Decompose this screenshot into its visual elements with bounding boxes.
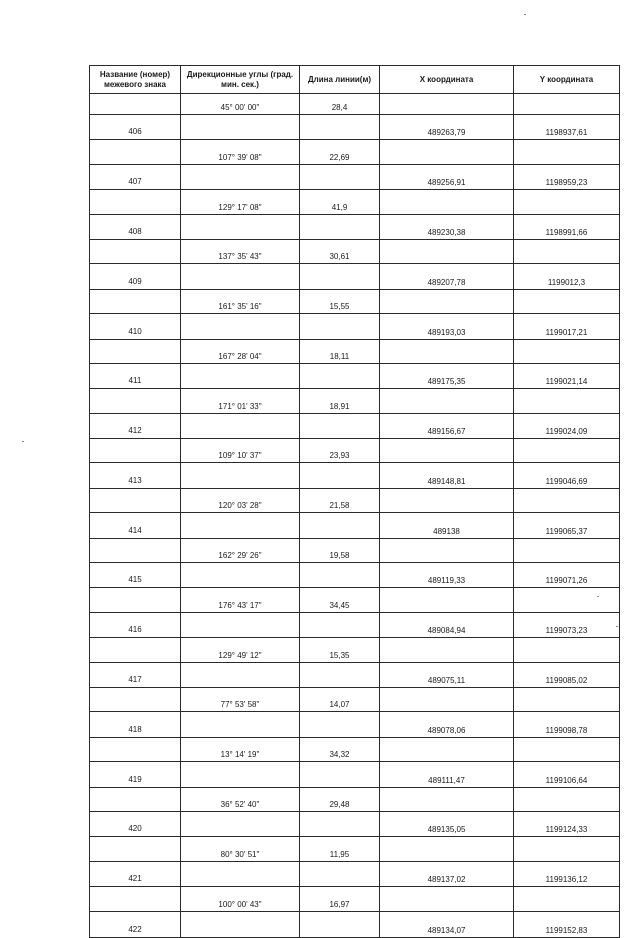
table-row-segment <box>90 837 620 861</box>
y-coordinate-cell: 1199152,83 <box>514 911 620 937</box>
point-name-cell: 420 <box>90 811 181 836</box>
empty-y-cell <box>514 787 620 811</box>
point-name-cell: 422 <box>90 911 181 937</box>
empty-length-cell <box>300 115 380 140</box>
empty-x-cell <box>380 687 514 711</box>
empty-angle-cell <box>181 314 300 339</box>
empty-angle-cell <box>181 413 300 438</box>
empty-length-cell <box>300 314 380 339</box>
empty-angle-cell <box>181 712 300 737</box>
point-name-cell: 417 <box>90 662 181 687</box>
empty-angle-cell <box>181 811 300 836</box>
scan-speck <box>22 441 24 442</box>
empty-x-cell <box>380 787 514 811</box>
direction-angle-cell: 13° 14' 19" <box>181 737 300 761</box>
line-length-cell: 28,4 <box>300 94 380 115</box>
direction-angle-cell: 120° 03' 28" <box>181 488 300 512</box>
empty-name-cell <box>90 687 181 711</box>
empty-x-cell <box>380 488 514 512</box>
empty-x-cell <box>380 737 514 761</box>
point-name-cell: 409 <box>90 264 181 289</box>
line-length-cell: 15,55 <box>300 289 380 313</box>
empty-length-cell <box>300 612 380 637</box>
table-row-point <box>90 363 620 388</box>
empty-y-cell <box>514 239 620 263</box>
empty-length-cell <box>300 264 380 289</box>
empty-y-cell <box>514 389 620 413</box>
direction-angle-cell: 36° 52' 40" <box>181 787 300 811</box>
table-row-segment <box>90 140 620 164</box>
x-coordinate-cell: 489119,33 <box>380 563 514 588</box>
line-length-cell: 22,69 <box>300 140 380 164</box>
empty-x-cell <box>380 588 514 612</box>
empty-length-cell <box>300 463 380 488</box>
direction-angle-cell: 129° 49' 12" <box>181 638 300 662</box>
point-name-cell: 414 <box>90 513 181 538</box>
table-row-segment <box>90 488 620 512</box>
table-row-point <box>90 712 620 737</box>
point-name-cell: 411 <box>90 363 181 388</box>
table-row-segment <box>90 289 620 313</box>
empty-angle-cell <box>181 214 300 239</box>
empty-x-cell <box>380 239 514 263</box>
point-name-cell: 408 <box>90 214 181 239</box>
table-row-point <box>90 314 620 339</box>
x-coordinate-cell: 489193,03 <box>380 314 514 339</box>
x-coordinate-cell: 489175,35 <box>380 363 514 388</box>
empty-y-cell <box>514 538 620 562</box>
table-row-segment <box>90 389 620 413</box>
line-length-cell: 34,32 <box>300 737 380 761</box>
empty-name-cell <box>90 737 181 761</box>
table-row-point <box>90 662 620 687</box>
empty-x-cell <box>380 339 514 363</box>
y-coordinate-cell: 1199106,64 <box>514 762 620 787</box>
line-length-cell: 41,9 <box>300 190 380 214</box>
empty-length-cell <box>300 513 380 538</box>
x-coordinate-cell: 489230,38 <box>380 214 514 239</box>
line-length-cell: 18,11 <box>300 339 380 363</box>
table-row-point <box>90 811 620 836</box>
empty-length-cell <box>300 712 380 737</box>
table-row-point <box>90 214 620 239</box>
x-coordinate-cell: 489134,07 <box>380 911 514 937</box>
table-row-point <box>90 612 620 637</box>
empty-x-cell <box>380 94 514 115</box>
empty-x-cell <box>380 140 514 164</box>
empty-y-cell <box>514 439 620 463</box>
empty-length-cell <box>300 164 380 189</box>
empty-angle-cell <box>181 612 300 637</box>
point-name-cell: 415 <box>90 563 181 588</box>
x-coordinate-cell: 489138 <box>380 513 514 538</box>
direction-angle-cell: 45° 00' 00" <box>181 94 300 115</box>
empty-y-cell <box>514 140 620 164</box>
point-name-cell: 410 <box>90 314 181 339</box>
y-coordinate-cell: 1199098,78 <box>514 712 620 737</box>
table-row-point <box>90 164 620 189</box>
empty-x-cell <box>380 190 514 214</box>
header-point-name: Название (номер) межевого знака <box>90 66 181 94</box>
y-coordinate-cell: 1198959,23 <box>514 164 620 189</box>
line-length-cell: 19,58 <box>300 538 380 562</box>
point-name-cell: 407 <box>90 164 181 189</box>
x-coordinate-cell: 489263,79 <box>380 115 514 140</box>
empty-name-cell <box>90 190 181 214</box>
point-name-cell: 419 <box>90 762 181 787</box>
empty-angle-cell <box>181 164 300 189</box>
point-name-cell: 418 <box>90 712 181 737</box>
x-coordinate-cell: 489148,81 <box>380 463 514 488</box>
line-length-cell: 23,93 <box>300 439 380 463</box>
table-row-point <box>90 264 620 289</box>
x-coordinate-cell: 489256,91 <box>380 164 514 189</box>
x-coordinate-cell: 489084,94 <box>380 612 514 637</box>
y-coordinate-cell: 1199021,14 <box>514 363 620 388</box>
table-row-segment <box>90 687 620 711</box>
table-row-point <box>90 463 620 488</box>
empty-name-cell <box>90 837 181 861</box>
empty-y-cell <box>514 638 620 662</box>
empty-y-cell <box>514 737 620 761</box>
line-length-cell: 16,97 <box>300 887 380 911</box>
direction-angle-cell: 129° 17' 08" <box>181 190 300 214</box>
empty-name-cell <box>90 887 181 911</box>
direction-angle-cell: 137° 35' 43" <box>181 239 300 263</box>
table-row-segment <box>90 538 620 562</box>
y-coordinate-cell: 1199046,69 <box>514 463 620 488</box>
y-coordinate-cell: 1199124,33 <box>514 811 620 836</box>
table-row-segment <box>90 94 620 115</box>
line-length-cell: 30,61 <box>300 239 380 263</box>
y-coordinate-cell: 1199073,23 <box>514 612 620 637</box>
y-coordinate-cell: 1198991,66 <box>514 214 620 239</box>
direction-angle-cell: 100° 00' 43" <box>181 887 300 911</box>
x-coordinate-cell: 489078,06 <box>380 712 514 737</box>
scan-speck <box>616 626 618 627</box>
empty-x-cell <box>380 538 514 562</box>
table-row-point <box>90 115 620 140</box>
line-length-cell: 14,07 <box>300 687 380 711</box>
line-length-cell: 15,35 <box>300 638 380 662</box>
empty-name-cell <box>90 389 181 413</box>
point-name-cell: 406 <box>90 115 181 140</box>
direction-angle-cell: 107° 39' 08" <box>181 140 300 164</box>
empty-y-cell <box>514 94 620 115</box>
empty-length-cell <box>300 363 380 388</box>
table-row-segment <box>90 787 620 811</box>
header-direction-angle: Дирекционные углы (град. мин. сек.) <box>181 66 300 94</box>
empty-x-cell <box>380 638 514 662</box>
empty-y-cell <box>514 887 620 911</box>
header-y-coordinate: Y координата <box>514 66 620 94</box>
empty-angle-cell <box>181 762 300 787</box>
table-row-segment <box>90 239 620 263</box>
table-row-segment <box>90 588 620 612</box>
empty-y-cell <box>514 837 620 861</box>
y-coordinate-cell: 1199065,37 <box>514 513 620 538</box>
empty-y-cell <box>514 339 620 363</box>
table-row-segment <box>90 339 620 363</box>
table-row-segment <box>90 887 620 911</box>
line-length-cell: 34,45 <box>300 588 380 612</box>
empty-name-cell <box>90 588 181 612</box>
empty-angle-cell <box>181 563 300 588</box>
direction-angle-cell: 176° 43' 17" <box>181 588 300 612</box>
x-coordinate-cell: 489156,67 <box>380 413 514 438</box>
table-row-point <box>90 911 620 937</box>
y-coordinate-cell: 1199136,12 <box>514 861 620 886</box>
empty-y-cell <box>514 289 620 313</box>
empty-length-cell <box>300 911 380 937</box>
table-row-point <box>90 762 620 787</box>
empty-y-cell <box>514 190 620 214</box>
x-coordinate-cell: 489207,78 <box>380 264 514 289</box>
y-coordinate-cell: 1199024,09 <box>514 413 620 438</box>
table-row-segment <box>90 638 620 662</box>
empty-name-cell <box>90 94 181 115</box>
line-length-cell: 29,48 <box>300 787 380 811</box>
scan-speck <box>524 14 526 15</box>
x-coordinate-cell: 489135,05 <box>380 811 514 836</box>
empty-y-cell <box>514 687 620 711</box>
empty-angle-cell <box>181 662 300 687</box>
empty-angle-cell <box>181 513 300 538</box>
empty-length-cell <box>300 413 380 438</box>
boundary-points-table <box>89 65 620 938</box>
header-x-coordinate: X координата <box>380 66 514 94</box>
empty-name-cell <box>90 538 181 562</box>
empty-x-cell <box>380 389 514 413</box>
table-row-point <box>90 413 620 438</box>
line-length-cell: 11,95 <box>300 837 380 861</box>
empty-x-cell <box>380 837 514 861</box>
empty-name-cell <box>90 239 181 263</box>
line-length-cell: 18,91 <box>300 389 380 413</box>
table-body <box>90 94 620 938</box>
empty-length-cell <box>300 861 380 886</box>
empty-name-cell <box>90 638 181 662</box>
y-coordinate-cell: 1199017,21 <box>514 314 620 339</box>
empty-x-cell <box>380 289 514 313</box>
direction-angle-cell: 162° 29' 26" <box>181 538 300 562</box>
x-coordinate-cell: 489137,02 <box>380 861 514 886</box>
empty-x-cell <box>380 887 514 911</box>
table-row-segment <box>90 439 620 463</box>
table-row-point <box>90 513 620 538</box>
empty-length-cell <box>300 214 380 239</box>
empty-angle-cell <box>181 115 300 140</box>
direction-angle-cell: 109° 10' 37" <box>181 439 300 463</box>
table-row-segment <box>90 190 620 214</box>
empty-angle-cell <box>181 363 300 388</box>
x-coordinate-cell: 489075,11 <box>380 662 514 687</box>
empty-name-cell <box>90 787 181 811</box>
empty-name-cell <box>90 140 181 164</box>
point-name-cell: 421 <box>90 861 181 886</box>
table-header-row <box>90 66 620 94</box>
table-row-point <box>90 861 620 886</box>
point-name-cell: 412 <box>90 413 181 438</box>
empty-name-cell <box>90 439 181 463</box>
point-name-cell: 413 <box>90 463 181 488</box>
y-coordinate-cell: 1199012,3 <box>514 264 620 289</box>
y-coordinate-cell: 1199085,02 <box>514 662 620 687</box>
empty-length-cell <box>300 563 380 588</box>
point-name-cell: 416 <box>90 612 181 637</box>
empty-length-cell <box>300 762 380 787</box>
empty-angle-cell <box>181 264 300 289</box>
table-row-point <box>90 563 620 588</box>
table-row-segment <box>90 737 620 761</box>
direction-angle-cell: 80° 30' 51" <box>181 837 300 861</box>
header-line-length: Длина линии(м) <box>300 66 380 94</box>
empty-name-cell <box>90 339 181 363</box>
direction-angle-cell: 161° 35' 16" <box>181 289 300 313</box>
empty-angle-cell <box>181 911 300 937</box>
empty-y-cell <box>514 488 620 512</box>
empty-length-cell <box>300 811 380 836</box>
y-coordinate-cell: 1198937,61 <box>514 115 620 140</box>
empty-x-cell <box>380 439 514 463</box>
empty-length-cell <box>300 662 380 687</box>
line-length-cell: 21,58 <box>300 488 380 512</box>
x-coordinate-cell: 489111,47 <box>380 762 514 787</box>
empty-y-cell <box>514 588 620 612</box>
direction-angle-cell: 171° 01' 33" <box>181 389 300 413</box>
empty-angle-cell <box>181 861 300 886</box>
direction-angle-cell: 77° 53' 58" <box>181 687 300 711</box>
empty-name-cell <box>90 289 181 313</box>
direction-angle-cell: 167° 28' 04" <box>181 339 300 363</box>
empty-name-cell <box>90 488 181 512</box>
y-coordinate-cell: 1199071,26 <box>514 563 620 588</box>
scan-speck <box>597 596 599 597</box>
empty-angle-cell <box>181 463 300 488</box>
